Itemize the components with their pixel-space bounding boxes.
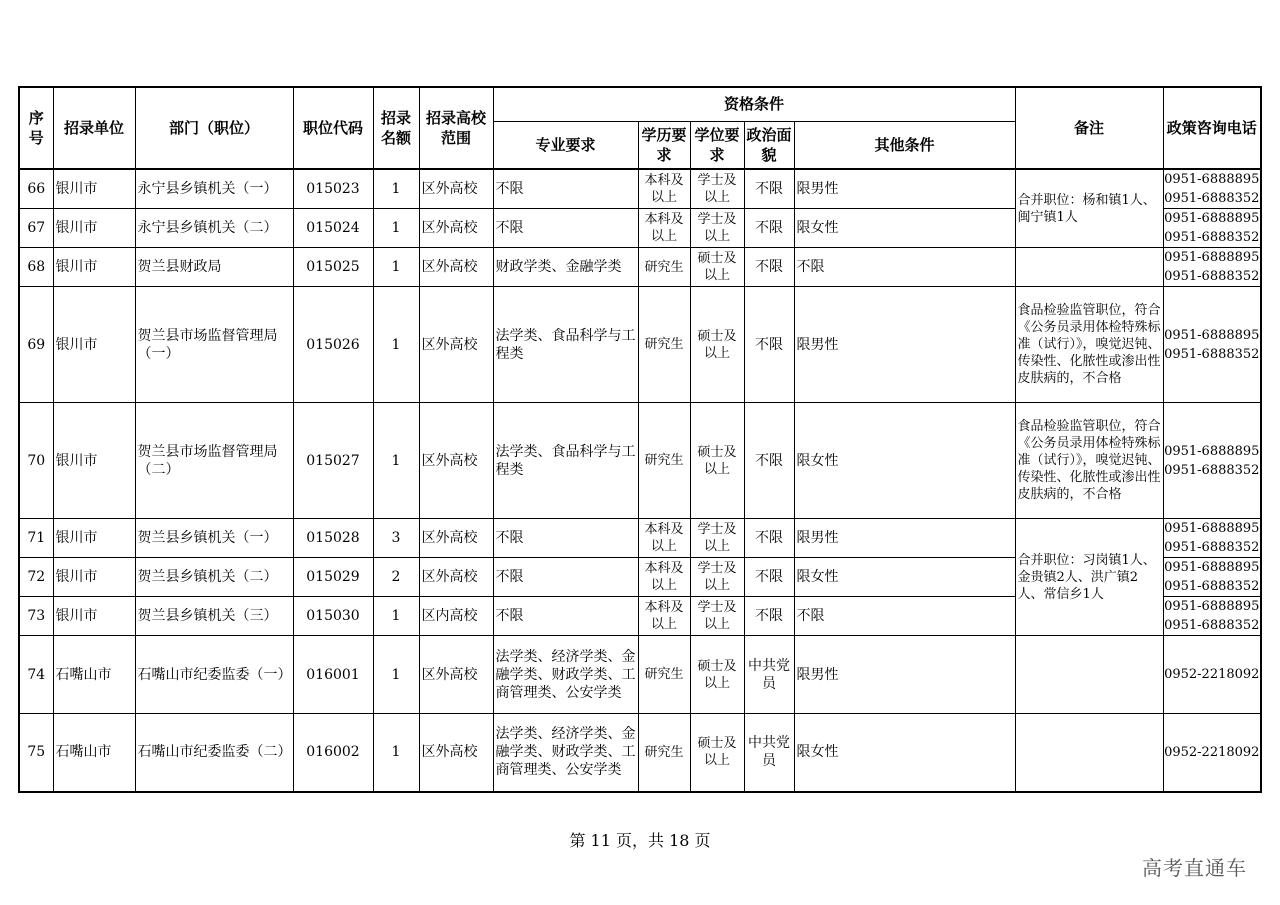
unit-cell: 银川市 (53, 519, 135, 558)
unit-cell: 银川市 (53, 287, 135, 403)
school-cell: 区外高校 (419, 714, 493, 792)
edu-cell: 研究生 (638, 287, 690, 403)
major-cell: 不限 (493, 209, 638, 248)
major-cell: 不限 (493, 597, 638, 636)
code-cell: 015024 (293, 209, 373, 248)
header-count: 招录名额 (373, 87, 419, 169)
edu-cell: 研究生 (638, 403, 690, 519)
note-cell: 合并职位：杨和镇1人、闽宁镇1人 (1015, 169, 1163, 248)
seq-cell: 75 (19, 714, 53, 792)
other-cell: 限女性 (794, 714, 1015, 792)
phone-number: 0951-6888895 (1164, 327, 1260, 343)
unit-cell: 银川市 (53, 248, 135, 287)
major-cell: 不限 (493, 558, 638, 597)
count-cell: 1 (373, 403, 419, 519)
politics-cell: 不限 (744, 287, 794, 403)
other-cell: 不限 (794, 248, 1015, 287)
count-cell: 1 (373, 248, 419, 287)
other-cell: 限男性 (794, 287, 1015, 403)
unit-cell: 银川市 (53, 403, 135, 519)
politics-cell: 中共党员 (744, 714, 794, 792)
dept-cell: 贺兰县乡镇机关（三） (135, 597, 293, 636)
unit-cell: 石嘴山市 (53, 714, 135, 792)
degree-cell: 硕士及以上 (690, 636, 744, 714)
school-cell: 区外高校 (419, 209, 493, 248)
school-cell: 区外高校 (419, 558, 493, 597)
phone-number: 0951-6888352 (1164, 269, 1260, 284)
code-cell: 015030 (293, 597, 373, 636)
degree-cell: 学士及以上 (690, 209, 744, 248)
count-cell: 1 (373, 714, 419, 792)
count-cell: 1 (373, 636, 419, 714)
phone-cell (1163, 169, 1261, 209)
seq-cell: 73 (19, 597, 53, 636)
other-cell: 限男性 (794, 519, 1015, 558)
edu-cell: 研究生 (638, 636, 690, 714)
count-cell: 3 (373, 519, 419, 558)
other-cell: 限女性 (794, 209, 1015, 248)
note-cell (1015, 248, 1163, 287)
phone-number: 0951-6888352 (1164, 230, 1260, 245)
other-cell: 限男性 (794, 169, 1015, 209)
header-school: 招录高校范围 (419, 87, 493, 169)
seq-cell: 68 (19, 248, 53, 287)
phone-number: 0951-6888895 (1164, 521, 1260, 536)
seq-cell: 71 (19, 519, 53, 558)
phone-cell (1163, 403, 1261, 519)
unit-cell: 石嘴山市 (53, 636, 135, 714)
phone-cell (1163, 287, 1261, 403)
phone-number: 0952-2218092 (1164, 667, 1260, 682)
note-cell: 食品检验监管职位，符合《公务员录用体检特殊标准（试行）》，嗅觉迟钝、传染性、化脓性或渗出性皮肤病的，不合格 (1015, 403, 1163, 519)
phone-number: 0951-6888895 (1164, 599, 1260, 614)
dept-cell: 贺兰县乡镇机关（二） (135, 558, 293, 597)
politics-cell: 不限 (744, 558, 794, 597)
count-cell: 1 (373, 169, 419, 209)
politics-cell: 不限 (744, 597, 794, 636)
dept-cell: 石嘴山市纪委监委（一） (135, 636, 293, 714)
edu-cell: 研究生 (638, 714, 690, 792)
phone-number: 0952-2218092 (1164, 744, 1260, 760)
phone-number: 0951-6888895 (1164, 443, 1260, 459)
degree-cell: 学士及以上 (690, 519, 744, 558)
count-cell: 2 (373, 558, 419, 597)
school-cell: 区外高校 (419, 403, 493, 519)
code-cell: 016002 (293, 714, 373, 792)
code-cell: 015027 (293, 403, 373, 519)
page-footer: 第 11 页，共 18 页 (569, 831, 711, 850)
phone-number: 0951-6888352 (1164, 618, 1260, 633)
other-cell: 限女性 (794, 403, 1015, 519)
count-cell: 1 (373, 209, 419, 248)
phone-number: 0951-6888895 (1164, 560, 1260, 575)
seq-cell: 66 (19, 169, 53, 209)
header-dept: 部门（职位） (135, 87, 293, 169)
school-cell: 区内高校 (419, 597, 493, 636)
table-row (19, 714, 1261, 792)
politics-cell: 不限 (744, 169, 794, 209)
phone-number: 0951-6888352 (1164, 191, 1260, 206)
politics-cell: 不限 (744, 519, 794, 558)
politics-cell: 不限 (744, 248, 794, 287)
seq-cell: 72 (19, 558, 53, 597)
edu-cell: 本科及以上 (638, 519, 690, 558)
phone-cell (1163, 248, 1261, 287)
phone-number: 0951-6888352 (1164, 462, 1260, 478)
dept-cell: 石嘴山市纪委监委（二） (135, 714, 293, 792)
phone-cell (1163, 597, 1261, 636)
phone-number: 0951-6888895 (1164, 250, 1260, 265)
header-unit: 招录单位 (53, 87, 135, 169)
header-politics: 政治面貌 (744, 121, 794, 169)
header-note: 备注 (1015, 87, 1163, 169)
major-cell: 法学类、经济学类、金融学类、财政学类、工商管理类、公安学类 (493, 714, 638, 792)
seq-cell: 69 (19, 287, 53, 403)
dept-cell: 贺兰县财政局 (135, 248, 293, 287)
header-qualification: 资格条件 (493, 87, 1015, 121)
unit-cell: 银川市 (53, 597, 135, 636)
major-cell: 法学类、食品科学与工程类 (493, 287, 638, 403)
table-row (19, 403, 1261, 519)
politics-cell: 不限 (744, 403, 794, 519)
phone-cell (1163, 636, 1261, 714)
major-cell: 不限 (493, 169, 638, 209)
header-degree: 学位要求 (690, 121, 744, 169)
degree-cell: 学士及以上 (690, 597, 744, 636)
other-cell: 不限 (794, 597, 1015, 636)
header-code: 职位代码 (293, 87, 373, 169)
phone-cell (1163, 558, 1261, 597)
note-cell: 食品检验监管职位，符合《公务员录用体检特殊标准（试行）》，嗅觉迟钝、传染性、化脓性或渗出性皮肤病的，不合格 (1015, 287, 1163, 403)
edu-cell: 本科及以上 (638, 558, 690, 597)
degree-cell: 学士及以上 (690, 169, 744, 209)
politics-cell: 不限 (744, 209, 794, 248)
phone-cell (1163, 714, 1261, 792)
table-row (19, 287, 1261, 403)
code-cell: 015026 (293, 287, 373, 403)
code-cell: 016001 (293, 636, 373, 714)
table-row (19, 248, 1261, 287)
degree-cell: 硕士及以上 (690, 248, 744, 287)
table-row (19, 636, 1261, 714)
unit-cell: 银川市 (53, 558, 135, 597)
header-phone: 政策咨询电话 (1163, 87, 1261, 169)
count-cell: 1 (373, 287, 419, 403)
dept-cell: 永宁县乡镇机关（一） (135, 169, 293, 209)
other-cell: 限女性 (794, 558, 1015, 597)
phone-number: 0951-6888352 (1164, 346, 1260, 362)
watermark: 高考直通车 (1142, 856, 1247, 880)
major-cell: 法学类、食品科学与工程类 (493, 403, 638, 519)
code-cell: 015029 (293, 558, 373, 597)
phone-cell (1163, 519, 1261, 558)
note-cell: 合并职位：习岗镇1人、金贵镇2人、洪广镇2人、常信乡1人 (1015, 519, 1163, 636)
phone-cell (1163, 209, 1261, 248)
code-cell: 015025 (293, 248, 373, 287)
school-cell: 区外高校 (419, 287, 493, 403)
unit-cell: 银川市 (53, 169, 135, 209)
edu-cell: 本科及以上 (638, 209, 690, 248)
phone-number: 0951-6888352 (1164, 540, 1260, 555)
degree-cell: 学士及以上 (690, 558, 744, 597)
count-cell: 1 (373, 597, 419, 636)
degree-cell: 硕士及以上 (690, 403, 744, 519)
dept-cell: 贺兰县市场监督管理局（一） (135, 287, 293, 403)
school-cell: 区外高校 (419, 169, 493, 209)
header-seq: 序号 (19, 87, 53, 169)
edu-cell: 研究生 (638, 248, 690, 287)
dept-cell: 贺兰县市场监督管理局（二） (135, 403, 293, 519)
degree-cell: 硕士及以上 (690, 287, 744, 403)
table-row (19, 519, 1261, 558)
seq-cell: 74 (19, 636, 53, 714)
phone-number: 0951-6888352 (1164, 579, 1260, 594)
table-row (19, 169, 1261, 209)
phone-number: 0951-6888895 (1164, 172, 1260, 187)
major-cell: 不限 (493, 519, 638, 558)
note-cell (1015, 714, 1163, 792)
other-cell: 限男性 (794, 636, 1015, 714)
major-cell: 法学类、经济学类、金融学类、财政学类、工商管理类、公安学类 (493, 636, 638, 714)
phone-number: 0951-6888895 (1164, 211, 1260, 226)
dept-cell: 贺兰县乡镇机关（一） (135, 519, 293, 558)
note-cell (1015, 636, 1163, 714)
seq-cell: 70 (19, 403, 53, 519)
edu-cell: 本科及以上 (638, 169, 690, 209)
school-cell: 区外高校 (419, 519, 493, 558)
recruitment-table (18, 86, 1262, 793)
header-edu: 学历要求 (638, 121, 690, 169)
seq-cell: 67 (19, 209, 53, 248)
code-cell: 015023 (293, 169, 373, 209)
school-cell: 区外高校 (419, 248, 493, 287)
school-cell: 区外高校 (419, 636, 493, 714)
degree-cell: 硕士及以上 (690, 714, 744, 792)
header-major: 专业要求 (493, 121, 638, 169)
code-cell: 015028 (293, 519, 373, 558)
dept-cell: 永宁县乡镇机关（二） (135, 209, 293, 248)
edu-cell: 本科及以上 (638, 597, 690, 636)
unit-cell: 银川市 (53, 209, 135, 248)
major-cell: 财政学类、金融学类 (493, 248, 638, 287)
politics-cell: 中共党员 (744, 636, 794, 714)
header-other: 其他条件 (794, 121, 1015, 169)
